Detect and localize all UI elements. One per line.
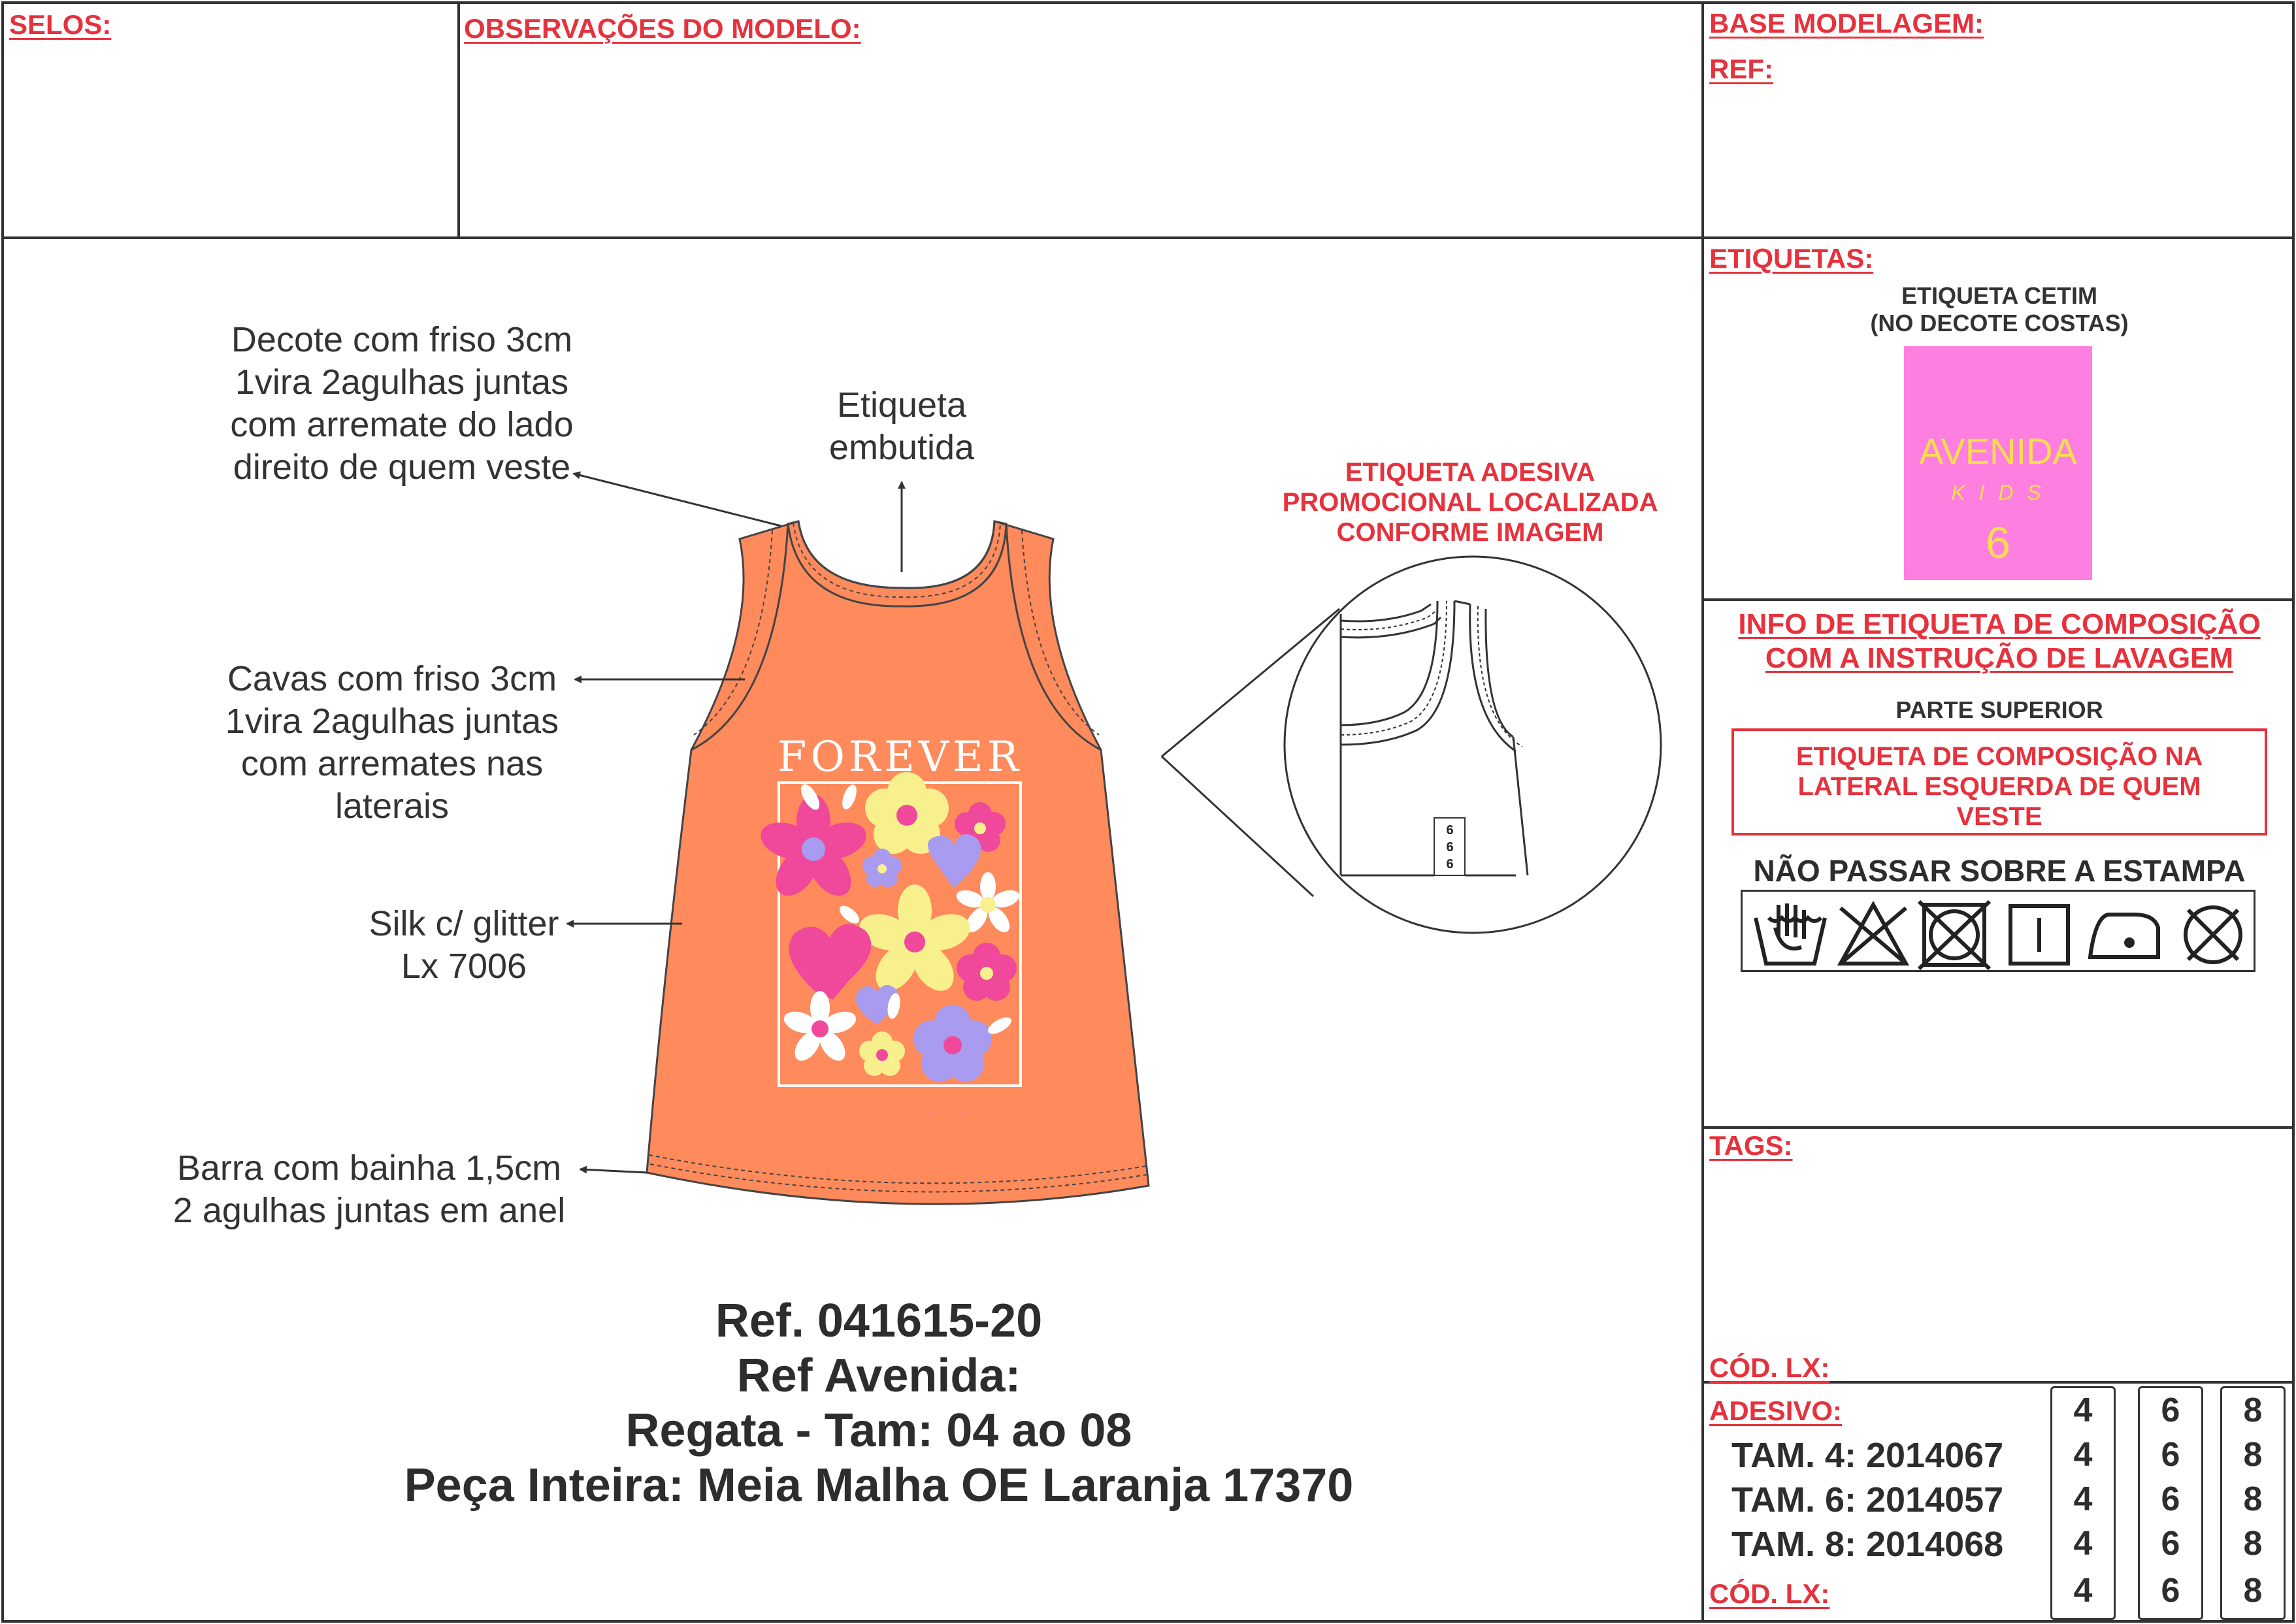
- adesivo-title: ADESIVO:: [1709, 1395, 1843, 1426]
- parte-superior: PARTE SUPERIOR: [1895, 696, 2103, 723]
- tags-title: TAGS:: [1709, 1130, 1793, 1161]
- adesivo-row-6: TAM. 6: 2014057: [1731, 1480, 2004, 1519]
- brand-label-sub: K I D S: [1951, 481, 2045, 504]
- base-modelagem-label: BASE MODELAGEM:: [1709, 8, 1984, 39]
- composicao-location-box: ETIQUETA DE COMPOSIÇÃO NA LATERAL ESQUERDA DE QUEM VESTE: [1731, 728, 2267, 836]
- brand-label-name: AVENIDA: [1919, 430, 2077, 472]
- callout-decote: Decote com friso 3cm 1vira 2agulhas juntas com arremate do lado direito de quem veste: [230, 320, 574, 487]
- adesivo-rows: [1731, 1433, 2003, 1567]
- svg-text:· · · · · · · · · · ·: · · · · · · · · · · ·: [920, 1109, 988, 1120]
- model-type-size: Regata - Tam: 04 ao 08: [625, 1405, 1132, 1457]
- composicao-title: INFO DE ETIQUETA DE COMPOSIÇÃO COM A INSTRUÇÃO DE LAVAGEM: [1738, 608, 2261, 674]
- model-info: [216, 1293, 1542, 1513]
- callout-silk: Silk c/ glitter Lx 7006: [369, 904, 559, 986]
- adhesive-note: ETIQUETA ADESIVA PROMOCIONAL LOCALIZADA CONFORME IMAGEM: [1282, 458, 1658, 547]
- iron-warning: NÃO PASSAR SOBRE A ESTAMPA: [1753, 854, 2246, 888]
- adesivo-cod-lx: CÓD. LX:: [1709, 1578, 1830, 1609]
- no-tumble-dry-icon: [1919, 901, 1990, 969]
- model-ref-avenida: Ref Avenida:: [736, 1350, 1021, 1402]
- adesivo-row-8: TAM. 8: 2014068: [1731, 1525, 2004, 1564]
- cetim-note: ETIQUETA CETIM (NO DECOTE COSTAS): [1870, 282, 2129, 336]
- no-dry-clean-icon: [2186, 907, 2240, 962]
- etiquetas-title: ETIQUETAS:: [1709, 243, 1874, 274]
- ref-label: REF:: [1709, 54, 1773, 84]
- callout-barra: Barra com bainha 1,5cm 2 agulhas juntas em anel: [172, 1148, 566, 1230]
- brand-label: [1904, 346, 2092, 580]
- adhesive-detail-magnifier: [1162, 557, 1661, 933]
- model-ref: Ref. 041615-20: [715, 1295, 1043, 1347]
- callout-cavas: Cavas com friso 3cm 1vira 2agulhas juntas com arremates nas laterais: [225, 659, 559, 826]
- care-symbols: [1741, 890, 2255, 972]
- iron-low-icon: [2090, 915, 2158, 957]
- size-column-6: 6 6 6 6 6: [2138, 1386, 2203, 1620]
- callout-etiqueta: Etiqueta embutida: [828, 385, 975, 467]
- tags-cod-lx: CÓD. LX:: [1709, 1352, 1830, 1383]
- hand-wash-icon: [1756, 903, 1825, 964]
- adesivo-row-4: TAM. 4: 2014067: [1731, 1436, 2004, 1475]
- detail-size-label: 6 6 6: [1446, 823, 1454, 871]
- observacoes-label: OBSERVAÇÕES DO MODELO:: [464, 13, 861, 44]
- size-column-4: 4 4 4 4 4: [2050, 1386, 2116, 1620]
- size-column-8: 8 8 8 8 8: [2220, 1386, 2286, 1620]
- print-title-text: FOREVER: [778, 733, 1023, 781]
- brand-label-size: 6: [1986, 518, 2010, 568]
- selos-label: SELOS:: [9, 9, 112, 40]
- no-bleach-icon: [1841, 905, 1906, 964]
- line-dry-icon: [2010, 906, 2068, 964]
- model-fabric: Peça Inteira: Meia Malha OE Laranja 17370: [404, 1459, 1354, 1512]
